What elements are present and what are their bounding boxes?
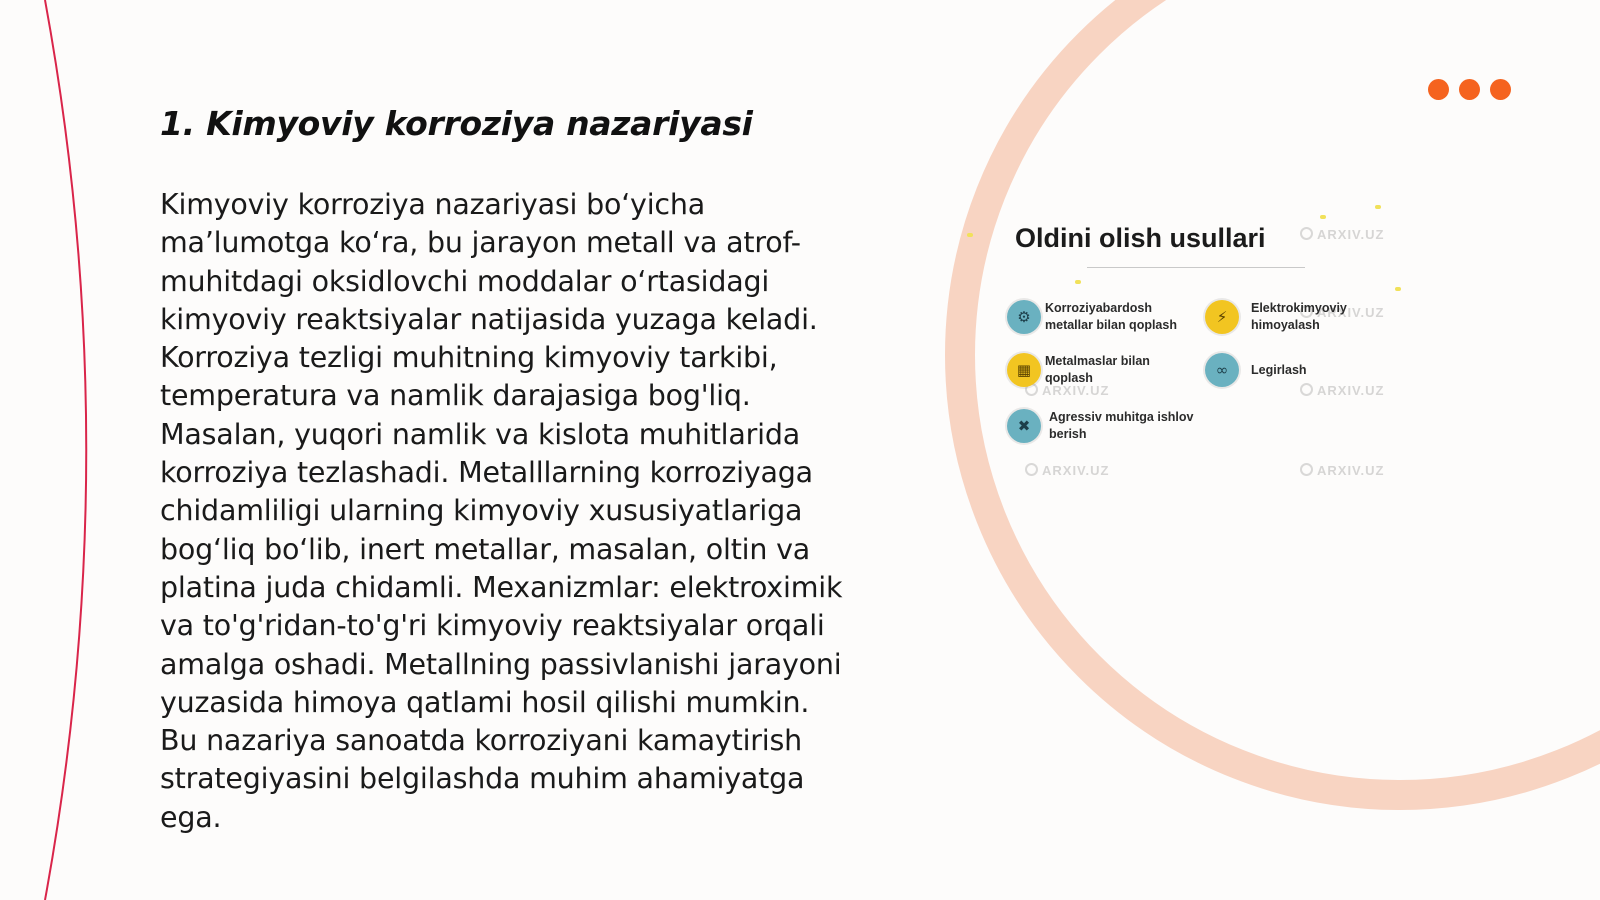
title-underline bbox=[1087, 267, 1305, 268]
watermark: ARXIV.UZ bbox=[1300, 463, 1384, 478]
watermark: ARXIV.UZ bbox=[1025, 463, 1109, 478]
method-label: Metalmaslar bilan qoplash bbox=[1045, 354, 1150, 385]
method-label: Korroziyabardosh metallar bilan qoplash bbox=[1045, 301, 1177, 332]
slide-body-text: Kimyoviy korroziya nazariyasi bo‘yicha ma’lumotga ko‘ra, bu jarayon metall va atrof-muhitdagi oksidlovchi moddalar o‘rtasidagi kimyoviy reaktsiyalar natijasida yuzaga keladi. Korroziya tezligi muhitning kimyoviy tarkibi, temperatura va namlik darajasiga bog'liq. Masalan, yuqori namlik va kislota muhitlarida korroziya tezlashadi. Metalllarning korroziyaga chidamliligi ularning kimyoviy xususiyatlariga bog‘liq bo‘lib, inert metallar, masalan, oltin va platina juda chidamli. Mexanizmlar: elektroximik va to'g'ridan-to'g'ri kimyoviy reaktsiyalar orqali amalga oshadi. Metallning passivlanishi jarayoni yuzasida himoya qatlami hosil qilishi mumkin. Bu nazariya sanoatda korroziyani kamaytirish strategiyasini belgilashda muhim ahamiyatga ega. bbox=[160, 188, 843, 834]
accent-dot-2 bbox=[1459, 79, 1480, 100]
watermark: ARXIV.UZ bbox=[1300, 305, 1384, 320]
sparkle bbox=[1375, 205, 1381, 209]
slide-title: 1. Kimyoviy korroziya nazariyasi bbox=[160, 104, 753, 143]
method-item bbox=[1205, 353, 1401, 387]
sparkle bbox=[1395, 287, 1401, 291]
method-item bbox=[1007, 409, 1199, 443]
alloy-icon: ∞ bbox=[1205, 353, 1239, 387]
accent-dot-1 bbox=[1428, 79, 1449, 100]
sparkle bbox=[1320, 215, 1326, 219]
method-label: Legirlash bbox=[1251, 362, 1307, 377]
accent-dot-3 bbox=[1490, 79, 1511, 100]
method-label: Elektrokimyoviy himoyalash bbox=[1251, 301, 1347, 332]
electrochemical-icon: ⚡ bbox=[1205, 300, 1239, 334]
coating-icon: ▦ bbox=[1007, 353, 1041, 387]
watermark: ARXIV.UZ bbox=[1025, 383, 1109, 398]
method-item bbox=[1007, 300, 1195, 334]
prevention-methods-image bbox=[955, 195, 1450, 495]
sparkle bbox=[1075, 280, 1081, 284]
method-item bbox=[1205, 300, 1401, 334]
left-accent-line bbox=[45, 0, 86, 900]
tools-icon: ✖ bbox=[1007, 409, 1041, 443]
watermark: ARXIV.UZ bbox=[1300, 227, 1384, 242]
inset-title: Oldini olish usullari bbox=[1015, 223, 1266, 253]
factory-icon: ⚙ bbox=[1007, 300, 1041, 334]
method-item bbox=[1007, 353, 1195, 387]
sparkle bbox=[967, 233, 973, 237]
watermark: ARXIV.UZ bbox=[1300, 383, 1384, 398]
method-label: Agressiv muhitga ishlov berish bbox=[1049, 410, 1194, 441]
